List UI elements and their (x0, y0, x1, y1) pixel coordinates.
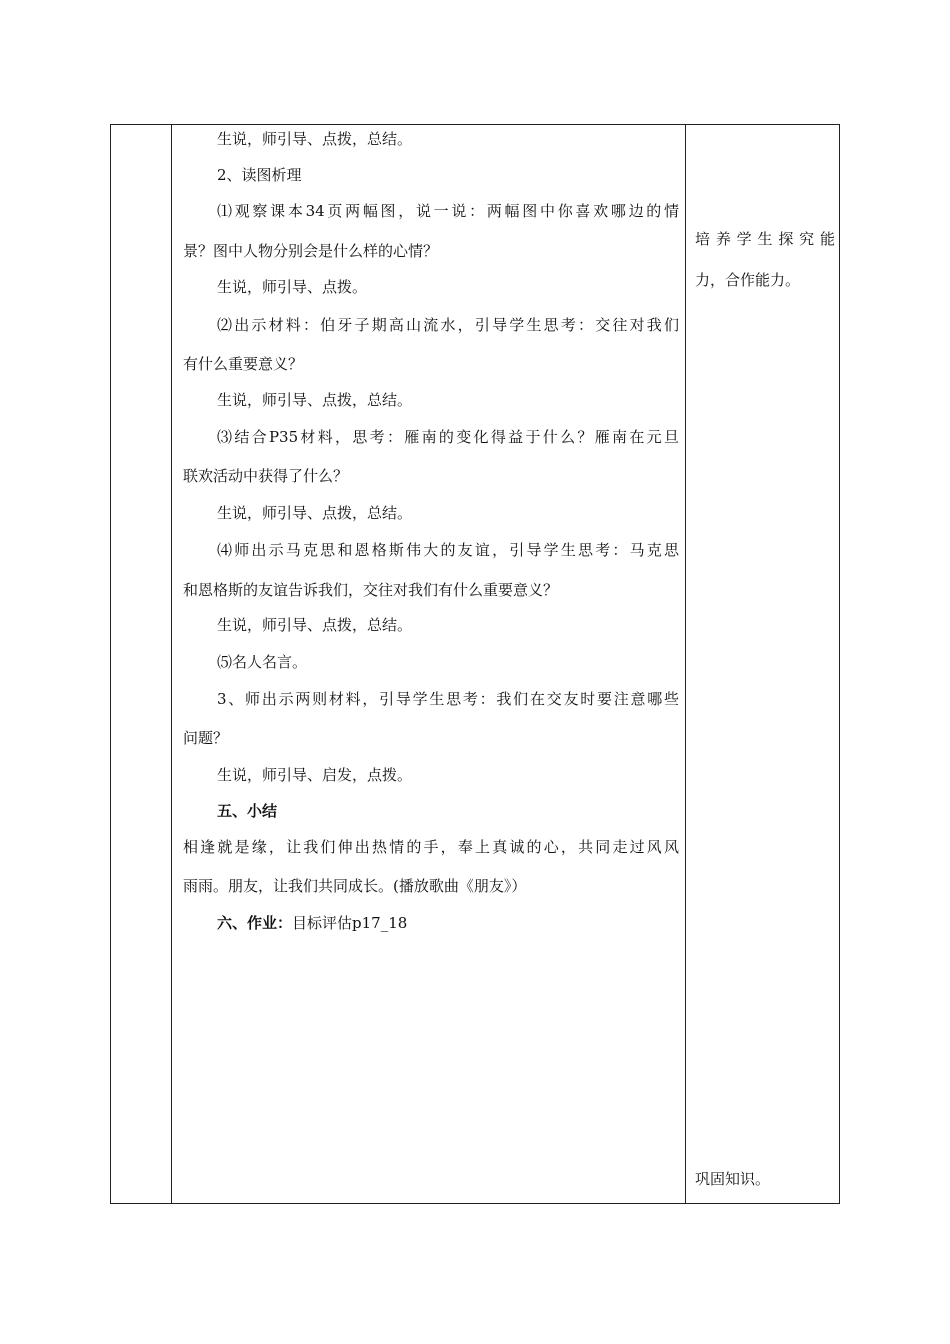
text-line: 生说，师引导、点拨，总结。 (217, 391, 413, 409)
lesson-table (110, 124, 840, 1204)
text-line: 2、读图析理 (217, 166, 302, 184)
text-line: 生说，师引导、点拨，总结。 (217, 130, 413, 148)
text-line: 生说，师引导、点拨，总结。 (217, 504, 413, 522)
homework-line (183, 913, 679, 933)
text-line: 有什么重要意义？ (183, 355, 304, 373)
text-line: ⑸名人名言。 (217, 653, 308, 671)
text-line: ⑵出示材料：伯牙子期高山流水，引导学生思考：交往对我们 (217, 316, 679, 334)
text-line: 3、师出示两则材料，引导学生思考：我们在交友时要注意哪些 (217, 690, 679, 708)
summary-heading: 五、小结 (217, 802, 278, 820)
homework-text: 目标评估p17_18 (292, 914, 408, 932)
intent-text-line: 巩固知识。 (695, 1170, 771, 1188)
text-line: 景？图中人物分别会是什么样的心情？ (183, 242, 439, 260)
text-line: ⑴观察课本34页两幅图，说一说：两幅图中你喜欢哪边的情 (217, 202, 679, 220)
intent-text-line: 力，合作能力。 (695, 271, 801, 289)
column-divider-right (685, 125, 686, 1203)
homework-label: 六、作业： (217, 914, 293, 932)
text-line: 和恩格斯的友谊告诉我们，交往对我们有什么重要意义？ (183, 581, 559, 599)
text-line: 联欢活动中获得了什么？ (183, 467, 349, 485)
text-line: ⑷师出示马克思和恩格斯伟大的友谊，引导学生思考：马克思 (217, 541, 679, 559)
text-line: 问题？ (183, 729, 229, 747)
text-line: 生说，师引导、点拨，总结。 (217, 616, 413, 634)
summary-text-line: 相逢就是缘，让我们伸出热情的手，奉上真诚的心，共同走过风风 (183, 838, 679, 856)
text-line: ⑶结合P35材料，思考：雁南的变化得益于什么？雁南在元旦 (217, 428, 679, 446)
text-line: 生说，师引导、点拨。 (217, 278, 368, 296)
column-divider-left (171, 125, 172, 1203)
text-line: 生说，师引导、启发，点拨。 (217, 766, 413, 784)
intent-text-line: 培养学生探究能 (695, 230, 835, 248)
summary-text-line: 雨雨。朋友，让我们共同成长。(播放歌曲《朋友》） (183, 877, 527, 895)
